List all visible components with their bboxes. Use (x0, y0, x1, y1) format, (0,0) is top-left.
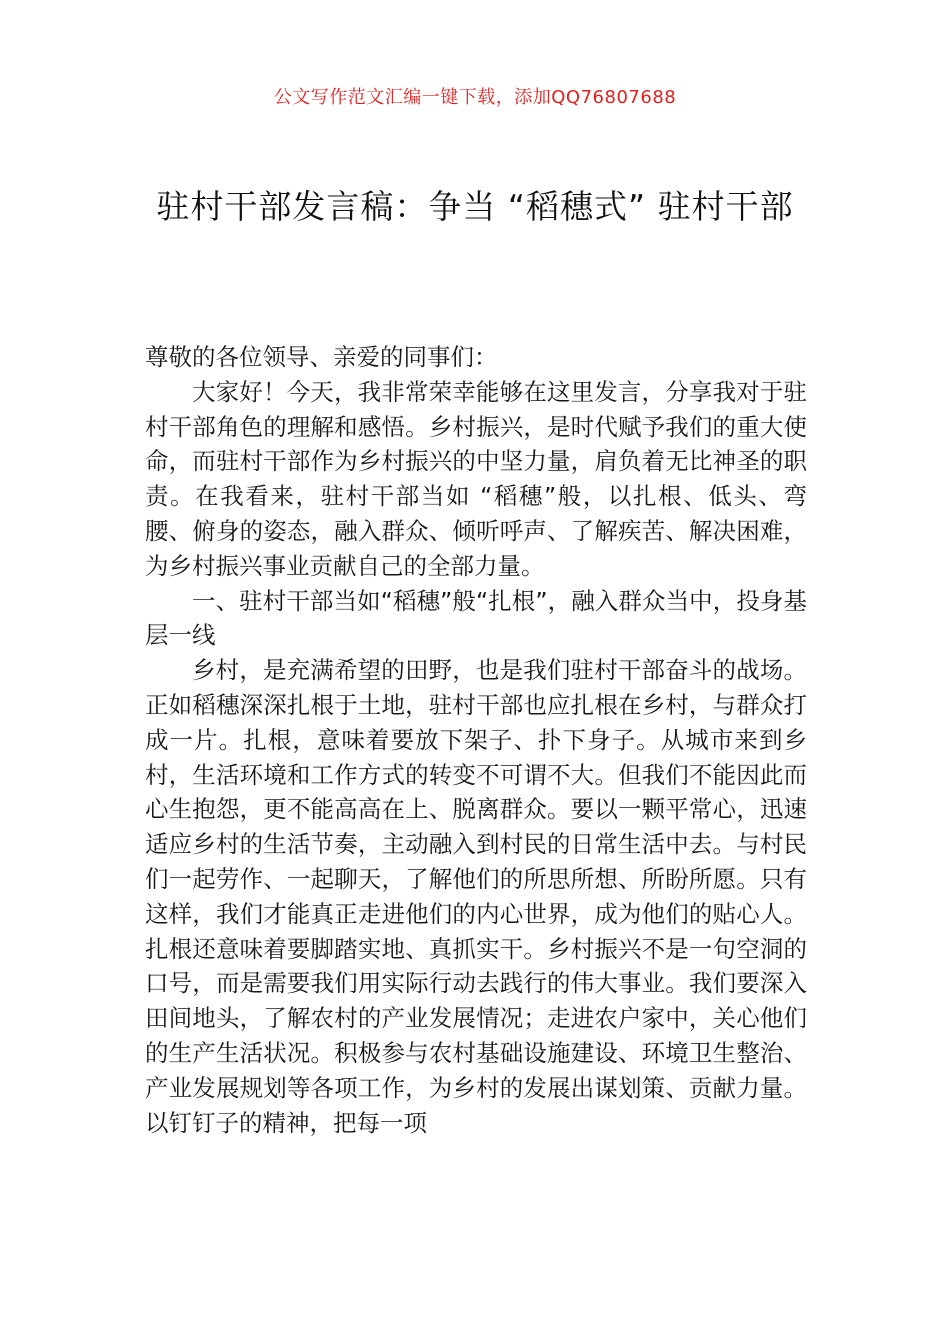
section-heading-1: 一、驻村干部当如“稻穗”般“扎根”，融入群众当中，投身基层一线 (145, 586, 807, 650)
salutation: 尊敬的各位领导、亲爱的同事们： (145, 343, 498, 371)
paragraph-opening: 大家好！今天，我非常荣幸能够在这里发言，分享我对于驻村干部角色的理解和感悟。乡村振兴，是时代赋予我们的重大使命，而驻村干部作为乡村振兴的中坚力量，肩负着无比神圣的职责。在我看来，驻村干部当如 “稻穗”般，以扎根、低头、弯腰、俯身的姿态，融入群众、倾听呼声、了解疾苦、解决困难，为乡村振兴事业贡献自己的全部力量。 (145, 377, 807, 580)
header-note: 公文写作范文汇编一键下载，添加QQ76807688 (273, 87, 677, 108)
paragraph-section-1: 乡村，是充满希望的田野，也是我们驻村干部奋斗的战场。正如稻穗深深扎根于土地，驻村干部也应扎根在乡村，与群众打成一片。扎根，意味着要放下架子、扑下身子。从城市来到乡村，生活环境和工作方式的转变不可谓不大。但我们不能因此而心生抱怨，更不能高高在上、脱离群众。要以一颗平常心，迅速适应乡村的生活节奏，主动融入到村民的日常生活中去。与村民们一起劳作、一起聊天，了解他们的所思所想、所盼所愿。只有这样，我们才能真正走进他们的内心世界，成为他们的贴心人。扎根还意味着要脚踏实地、真抓实干。乡村振兴不是一句空洞的口号，而是需要我们用实际行动去践行的伟大事业。我们要深入田间地头，了解农村的产业发展情况；走进农户家中，关心他们的生产生活状况。积极参与农村基础设施建设、环境卫生整治、产业发展规划等各项工作，为乡村的发展出谋划策、贡献力量。以钉钉子的精神，把每一项 (145, 656, 807, 1137)
document-title: 驻村干部发言稿：争当 “稻穗式” 驻村干部 (156, 187, 794, 226)
document-body (145, 340, 807, 1140)
